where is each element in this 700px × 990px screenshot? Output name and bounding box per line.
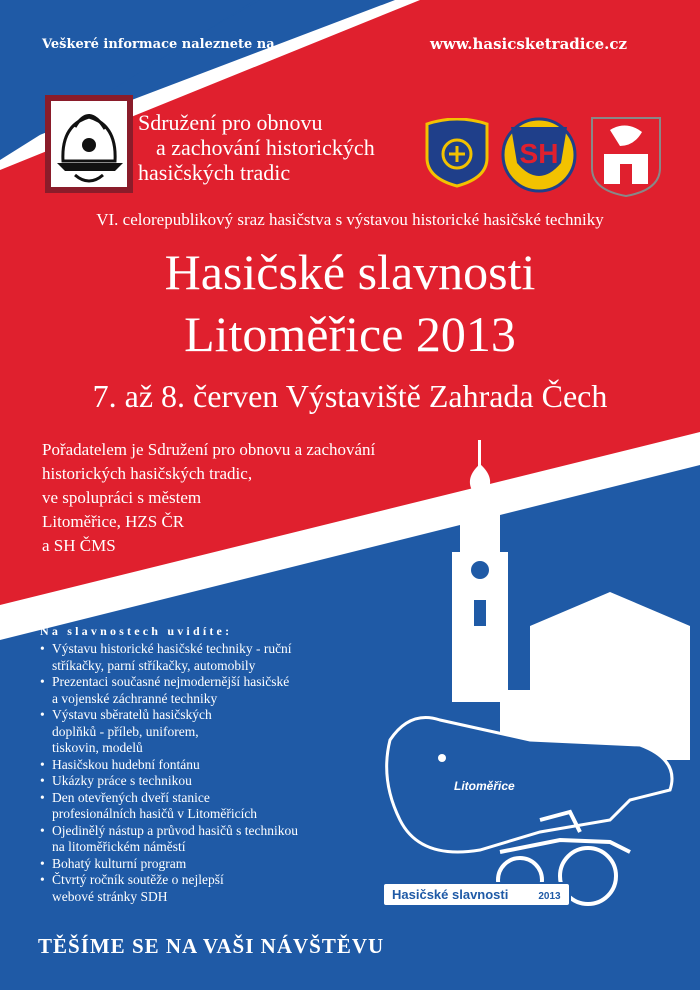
info-text: Veškeré informace naleznete na bbox=[42, 37, 275, 52]
organizer-line: Litoměřice, HZS ČR bbox=[42, 512, 185, 531]
litomerice-coat-of-arms-icon bbox=[590, 116, 662, 198]
tower-window bbox=[474, 600, 486, 626]
website-link[interactable]: www.hasicsketradice.cz bbox=[430, 35, 628, 53]
list-item: • Výstavu historické hasičské techniky - ruční stříkačky, parní stříkačky, automobily bbox=[40, 641, 350, 674]
list-item: • Prezentaci současné nejmodernější hasičské a vojenské záchranné techniky bbox=[40, 674, 350, 707]
org-name-line: Sdružení pro obnovu bbox=[138, 110, 323, 135]
organization-name bbox=[138, 110, 375, 185]
list-item: • Den otevřených dveří stanice profesionálních hasičů v Litoměřicích bbox=[40, 790, 350, 823]
svg-text:SH: SH bbox=[519, 138, 559, 169]
map-city-label: Litoměřice bbox=[454, 779, 515, 793]
organizer-line: historických hasičských tradic, bbox=[42, 464, 253, 483]
sh-cms-logo-icon bbox=[499, 117, 579, 193]
badge-year: 2013 bbox=[538, 891, 561, 902]
list-item: • Ukázky práce s technikou bbox=[40, 773, 350, 790]
features-heading: Na slavnostech uvidíte: bbox=[40, 624, 233, 638]
hzs-badge-icon bbox=[423, 118, 491, 188]
cathedral bbox=[500, 592, 690, 760]
event-subtitle: VI. celorepublikový sraz hasičstva s výstavou historické hasičské techniky bbox=[96, 210, 604, 229]
list-item: • Hasičskou hudební fontánu bbox=[40, 757, 350, 774]
badge-label: Hasičské slavnosti bbox=[392, 887, 509, 902]
list-item: • Čtvrtý ročník soutěže o nejlepší webové stránky SDH bbox=[40, 872, 350, 905]
list-item: • Ojedinělý nástup a průvod hasičů s technikou na litoměřickém náměstí bbox=[40, 823, 350, 856]
event-dates: 7. až 8. červen Výstaviště Zahrada Čech bbox=[92, 378, 608, 414]
organizer-line: Pořadatelem je Sdružení pro obnovu a zachování bbox=[42, 440, 376, 459]
organizer-line: a SH ČMS bbox=[42, 536, 116, 555]
organizer-line: ve spolupráci s městem bbox=[42, 488, 202, 507]
features-list bbox=[40, 641, 350, 905]
city-marker-icon bbox=[438, 754, 446, 762]
org-name-line: a zachování historických bbox=[156, 135, 375, 160]
event-title-line2: Litoměřice 2013 bbox=[184, 306, 516, 362]
org-name-line: hasičských tradic bbox=[138, 160, 291, 185]
list-item: • Výstavu sběratelů hasičských doplňků - příleb, uniforem, tiskovin, modelů bbox=[40, 707, 350, 757]
event-title-line1: Hasičské slavnosti bbox=[164, 244, 536, 300]
firefighter-helmet-icon bbox=[45, 95, 133, 193]
town-illustration bbox=[380, 440, 700, 920]
event-badge bbox=[382, 882, 571, 907]
clock-icon bbox=[471, 561, 489, 579]
organizer-text bbox=[42, 438, 375, 558]
footer-slogan: TĚŠÍME SE NA VAŠI NÁVŠTĚVU bbox=[38, 934, 385, 958]
list-item: • Bohatý kulturní program bbox=[40, 856, 350, 873]
